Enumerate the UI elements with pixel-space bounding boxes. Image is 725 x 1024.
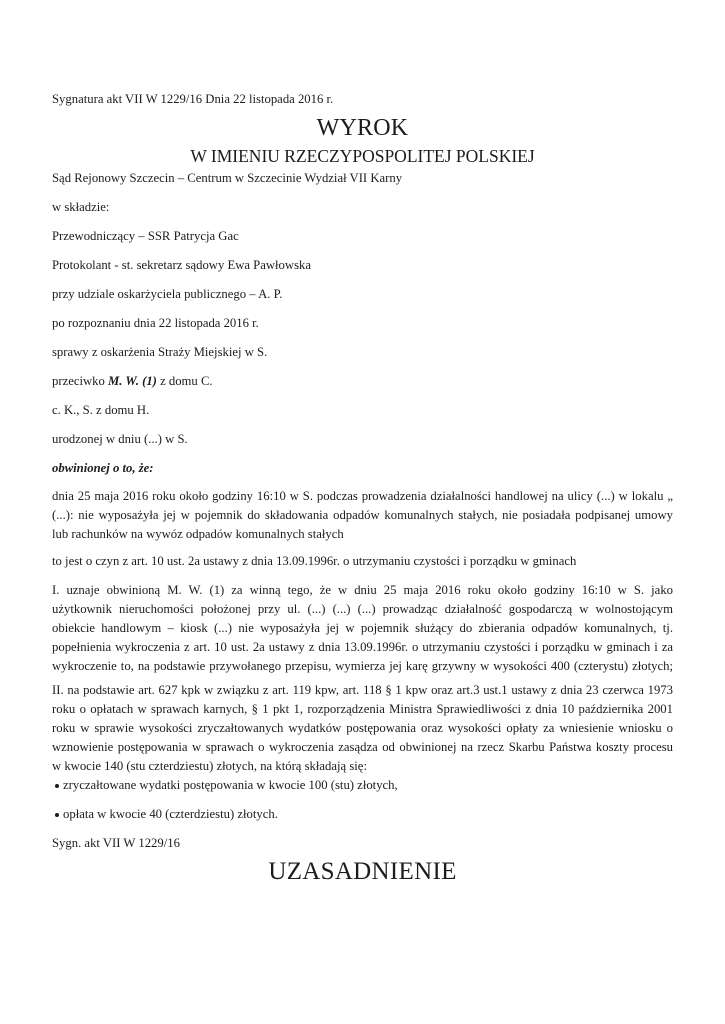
presiding-judge: Przewodniczący – SSR Patrycja Gac — [52, 229, 239, 243]
bullet-icon — [55, 784, 59, 788]
composition-label: w składzie: — [52, 200, 110, 214]
verdict-point-1 — [52, 581, 673, 676]
paragraph-line: użytkownik nieruchomości położonej przy ul. (...) (...) (...) prowadząc działalność gospodarczą w wolnostojącym — [52, 602, 673, 616]
paragraph-line: dnia 25 maja 2016 roku około godziny 16:10 w S. podczas prowadzenia działalności handlowej na ulicy (...) w lokalu „ — [52, 489, 673, 503]
paragraph-line: w kwocie 140 (stu czterdziestu) złotych, na którą składają się: — [52, 759, 367, 773]
charge-heading: obwinionej o to, że: — [52, 461, 154, 475]
verdict-label: I. — [52, 583, 60, 597]
verdict-label: II. — [52, 683, 64, 697]
bullet-icon — [55, 813, 59, 817]
court-clerk: Protokolant - st. sekretarz sądowy Ewa Pawłowska — [52, 258, 311, 272]
verdict-point-2 — [52, 681, 673, 776]
paragraph-line: roku w sprawie wysokości zryczałtowanych wydatków postępowania oraz wysokości opłaty za wniesienie wniosku o — [52, 721, 673, 735]
paragraph-line: lub rachunków na wywóz odpadów komunalnych stałych — [52, 527, 344, 541]
paragraph-line: roku o opłatach w sprawach karnych, § 1 pkt 1, rozporządzenia Ministra Sprawiedliwości z dnia 10 października 2001 — [52, 702, 673, 716]
paragraph-line: wznowienie postępowania w sprawach o wykroczenia zasądza od obwinionej na rzecz Skarbu Państwa koszty procesu — [52, 740, 673, 754]
paragraph-line: (...): nie wyposażyła jej w pojemnik do składowania odpadów komunalnych stałych, nie posiadała podpisanej umowy — [52, 508, 673, 522]
list-item — [52, 776, 673, 795]
verdict-text: na podstawie art. 627 kpk w związku z art. 119 kpw, art. 118 § 1 kpw oraz art.3 ust.1 ustawy z dnia 23 czerwca 1973 — [67, 683, 673, 697]
case-signature-line: Sygnatura akt VII W 1229/16 Dnia 22 listopada 2016 r. — [52, 92, 334, 106]
justification-reference: Sygn. akt VII W 1229/16 — [52, 836, 180, 850]
defendant-prefix: przeciwko — [52, 374, 109, 388]
verdict-text: uznaje obwinioną M. W. (1) za winną tego, że w dniu 25 maja 2016 roku około godziny 16:10 w S. jako — [66, 583, 674, 597]
defendant-suffix: z domu C. — [156, 374, 213, 388]
hearing-date: po rozpoznaniu dnia 22 listopada 2016 r. — [52, 316, 259, 330]
paragraph-line: wykroczenie to, na podstawie przywołanego przepisu, wymierza jej karę grzywny w wysokości 400 (czterystu) złotych; — [52, 659, 673, 673]
cost-item-text: zryczałtowane wydatki postępowania w kwocie 100 (stu) złotych, — [63, 778, 398, 792]
document-title: WYROK — [316, 115, 409, 141]
case-description: sprawy z oskarżenia Straży Miejskiej w S. — [52, 345, 268, 359]
charge-paragraph — [52, 487, 673, 544]
document-subtitle: W IMIENIU RZECZYPOSPOLITEJ POLSKIEJ — [190, 146, 535, 166]
prosecutor-line: przy udziale oskarżyciela publicznego – A. P. — [52, 287, 283, 301]
cost-item-text: opłata w kwocie 40 (czterdziestu) złotych. — [63, 807, 278, 821]
legal-basis: to jest o czyn z art. 10 ust. 2a ustawy z dnia 13.09.1996r. o utrzymaniu czystości i porządku w gminach — [52, 554, 577, 568]
paragraph-line: popełnienia wykroczenia z art. 10 ust. 2a ustawy z dnia 13.09.1996r. o utrzymaniu czystości i porządku w gminach i za — [52, 640, 673, 654]
court-name: Sąd Rejonowy Szczecin – Centrum w Szczecinie Wydział VII Karny — [52, 171, 403, 185]
justification-title: UZASADNIENIE — [268, 858, 457, 885]
defendant-parents: c. K., S. z domu H. — [52, 403, 150, 417]
paragraph-line — [52, 581, 673, 600]
list-item — [52, 805, 673, 824]
paragraph-line — [52, 681, 673, 700]
paragraph-line: obiekcie handlowym – kiosk (...) nie wyposażyła jej w pojemnik służący do zbierania odpadów komunalnych, tj. — [52, 621, 673, 635]
defendant-name: M. W. (1) — [108, 374, 157, 388]
defendant-line — [52, 372, 673, 391]
defendant-birth: urodzonej w dniu (...) w S. — [52, 432, 188, 446]
